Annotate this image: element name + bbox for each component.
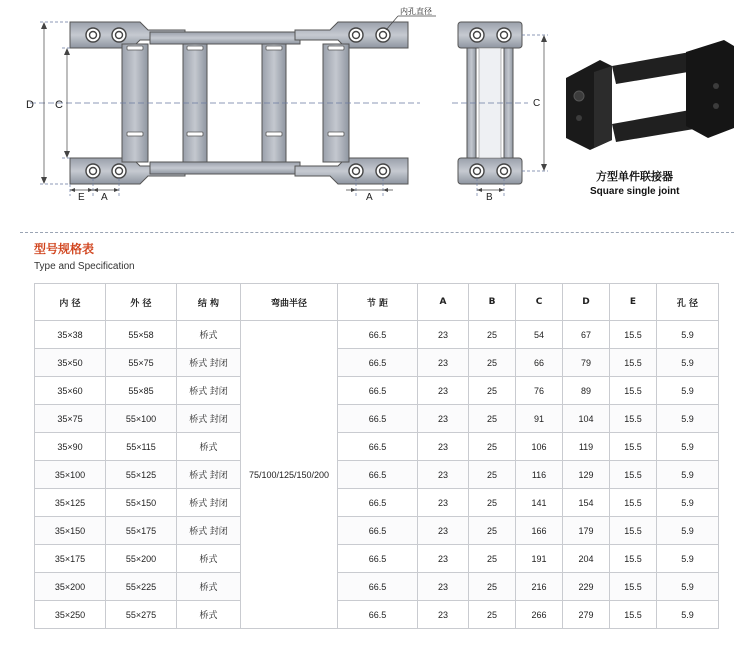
cell-hole-diameter: 5.9	[657, 405, 719, 433]
cell-b: 25	[469, 321, 516, 349]
cell-e: 15.5	[610, 461, 657, 489]
cell-structure: 桥式 封闭	[177, 377, 241, 405]
cell-c: 76	[516, 377, 563, 405]
cell-hole-diameter: 5.9	[657, 461, 719, 489]
table-row	[35, 489, 719, 517]
section-title-cn: 型号规格表	[34, 242, 95, 256]
table-row	[35, 545, 719, 573]
cell-inner-diameter: 35×38	[35, 321, 106, 349]
section-title-en: Type and Specification	[34, 261, 135, 272]
joint-caption	[590, 168, 730, 197]
dim-label-c: C	[55, 99, 63, 111]
cell-b: 25	[469, 545, 516, 573]
cell-inner-diameter: 35×90	[35, 433, 106, 461]
cell-c: 191	[516, 545, 563, 573]
cell-inner-diameter: 35×150	[35, 517, 106, 545]
header-c: C	[516, 284, 563, 321]
cell-b: 25	[469, 377, 516, 405]
cell-a: 23	[418, 349, 469, 377]
cell-outer-diameter: 55×125	[106, 461, 177, 489]
section-heading	[34, 240, 135, 272]
cell-c: 54	[516, 321, 563, 349]
cell-hole-diameter: 5.9	[657, 573, 719, 601]
cell-hole-diameter: 5.9	[657, 489, 719, 517]
cell-a: 23	[418, 377, 469, 405]
cell-pitch: 66.5	[338, 349, 418, 377]
cell-outer-diameter: 55×100	[106, 405, 177, 433]
cell-c: 141	[516, 489, 563, 517]
dim-label-b: B	[486, 192, 493, 203]
cell-outer-diameter: 55×275	[106, 601, 177, 629]
cell-outer-diameter: 55×85	[106, 377, 177, 405]
cell-b: 25	[469, 405, 516, 433]
spec-table-body	[35, 321, 719, 629]
cell-inner-diameter: 35×60	[35, 377, 106, 405]
section-divider	[20, 232, 734, 233]
cell-a: 23	[418, 601, 469, 629]
cell-hole-diameter: 5.9	[657, 321, 719, 349]
table-row	[35, 349, 719, 377]
cell-outer-diameter: 55×150	[106, 489, 177, 517]
cell-d: 279	[563, 601, 610, 629]
table-row	[35, 601, 719, 629]
cell-structure: 桥式	[177, 601, 241, 629]
cell-d: 154	[563, 489, 610, 517]
cell-c: 216	[516, 573, 563, 601]
spec-table	[34, 283, 719, 629]
front-view	[26, 6, 436, 203]
cell-hole-diameter: 5.9	[657, 601, 719, 629]
cell-e: 15.5	[610, 517, 657, 545]
cell-c: 166	[516, 517, 563, 545]
cell-a: 23	[418, 489, 469, 517]
header-e: E	[610, 284, 657, 321]
cell-outer-diameter: 55×75	[106, 349, 177, 377]
cell-structure: 桥式 封闭	[177, 349, 241, 377]
table-row	[35, 405, 719, 433]
cell-a: 23	[418, 517, 469, 545]
cell-b: 25	[469, 601, 516, 629]
table-header-row	[35, 284, 719, 321]
cell-pitch: 66.5	[338, 405, 418, 433]
cell-outer-diameter: 55×58	[106, 321, 177, 349]
table-row	[35, 433, 719, 461]
cell-structure: 桥式	[177, 545, 241, 573]
joint-caption-cn: 方型单件联接器	[596, 170, 673, 183]
cell-d: 67	[563, 321, 610, 349]
cell-pitch: 66.5	[338, 433, 418, 461]
cell-structure: 桥式 封闭	[177, 405, 241, 433]
table-row	[35, 461, 719, 489]
side-view	[452, 22, 548, 203]
cell-e: 15.5	[610, 405, 657, 433]
cell-inner-diameter: 35×250	[35, 601, 106, 629]
dim-label-d: D	[26, 99, 34, 111]
cell-inner-diameter: 35×175	[35, 545, 106, 573]
cell-e: 15.5	[610, 545, 657, 573]
cell-b: 25	[469, 489, 516, 517]
cell-hole-diameter: 5.9	[657, 517, 719, 545]
table-row	[35, 377, 719, 405]
cell-d: 119	[563, 433, 610, 461]
cell-structure: 桥式 封闭	[177, 461, 241, 489]
cell-d: 129	[563, 461, 610, 489]
cell-c: 106	[516, 433, 563, 461]
cell-hole-diameter: 5.9	[657, 349, 719, 377]
cell-e: 15.5	[610, 433, 657, 461]
drawing-canvas	[0, 0, 754, 232]
header-a: A	[418, 284, 469, 321]
cell-e: 15.5	[610, 573, 657, 601]
cell-b: 25	[469, 349, 516, 377]
cell-c: 266	[516, 601, 563, 629]
cell-pitch: 66.5	[338, 489, 418, 517]
cell-b: 25	[469, 573, 516, 601]
dim-label-a-right: A	[366, 192, 373, 203]
joint-caption-en: Square single joint	[590, 186, 680, 197]
dim-label-e: E	[78, 192, 85, 203]
cell-a: 23	[418, 433, 469, 461]
cell-a: 23	[418, 461, 469, 489]
cell-pitch: 66.5	[338, 461, 418, 489]
cell-inner-diameter: 35×100	[35, 461, 106, 489]
cell-pitch: 66.5	[338, 517, 418, 545]
cell-inner-diameter: 35×200	[35, 573, 106, 601]
cell-inner-diameter: 35×50	[35, 349, 106, 377]
header-inner-diameter: 内 径	[35, 284, 106, 321]
cell-d: 204	[563, 545, 610, 573]
cell-b: 25	[469, 461, 516, 489]
cell-hole-diameter: 5.9	[657, 433, 719, 461]
cell-hole-diameter: 5.9	[657, 377, 719, 405]
cell-pitch: 66.5	[338, 377, 418, 405]
header-hole-diameter: 孔 径	[657, 284, 719, 321]
cell-b: 25	[469, 433, 516, 461]
cell-outer-diameter: 55×115	[106, 433, 177, 461]
header-b: B	[469, 284, 516, 321]
cell-a: 23	[418, 321, 469, 349]
cell-structure: 桥式 封闭	[177, 517, 241, 545]
cell-bend-radius: 75/100/125/150/200	[241, 321, 338, 629]
cell-structure: 桥式	[177, 573, 241, 601]
cell-e: 15.5	[610, 377, 657, 405]
cell-inner-diameter: 35×125	[35, 489, 106, 517]
cell-hole-diameter: 5.9	[657, 545, 719, 573]
dim-label-a-left: A	[101, 192, 108, 203]
header-bend-radius: 弯曲半径	[241, 284, 338, 321]
table-row	[35, 573, 719, 601]
cell-d: 229	[563, 573, 610, 601]
cell-structure: 桥式 封闭	[177, 489, 241, 517]
cell-pitch: 66.5	[338, 545, 418, 573]
hole-diameter-label: 内孔直径	[400, 7, 432, 16]
cell-e: 15.5	[610, 349, 657, 377]
cell-pitch: 66.5	[338, 601, 418, 629]
cell-a: 23	[418, 545, 469, 573]
cell-e: 15.5	[610, 601, 657, 629]
cell-a: 23	[418, 573, 469, 601]
cell-e: 15.5	[610, 321, 657, 349]
cell-d: 89	[563, 377, 610, 405]
cell-d: 179	[563, 517, 610, 545]
cell-c: 116	[516, 461, 563, 489]
technical-drawings	[0, 0, 754, 232]
header-d: D	[563, 284, 610, 321]
cell-d: 79	[563, 349, 610, 377]
cell-d: 104	[563, 405, 610, 433]
cell-e: 15.5	[610, 489, 657, 517]
square-joint-illustration	[566, 40, 734, 150]
cell-c: 91	[516, 405, 563, 433]
cell-c: 66	[516, 349, 563, 377]
cell-pitch: 66.5	[338, 573, 418, 601]
cell-pitch: 66.5	[338, 321, 418, 349]
cell-outer-diameter: 55×225	[106, 573, 177, 601]
cell-inner-diameter: 35×75	[35, 405, 106, 433]
cell-a: 23	[418, 405, 469, 433]
header-structure: 结 构	[177, 284, 241, 321]
cell-structure: 桥式	[177, 321, 241, 349]
header-pitch: 节 距	[338, 284, 418, 321]
cell-outer-diameter: 55×175	[106, 517, 177, 545]
table-row	[35, 321, 719, 349]
dim-label-c-side: C	[533, 98, 541, 109]
cell-structure: 桥式	[177, 433, 241, 461]
cell-b: 25	[469, 517, 516, 545]
table-row	[35, 517, 719, 545]
cell-outer-diameter: 55×200	[106, 545, 177, 573]
header-outer-diameter: 外 径	[106, 284, 177, 321]
